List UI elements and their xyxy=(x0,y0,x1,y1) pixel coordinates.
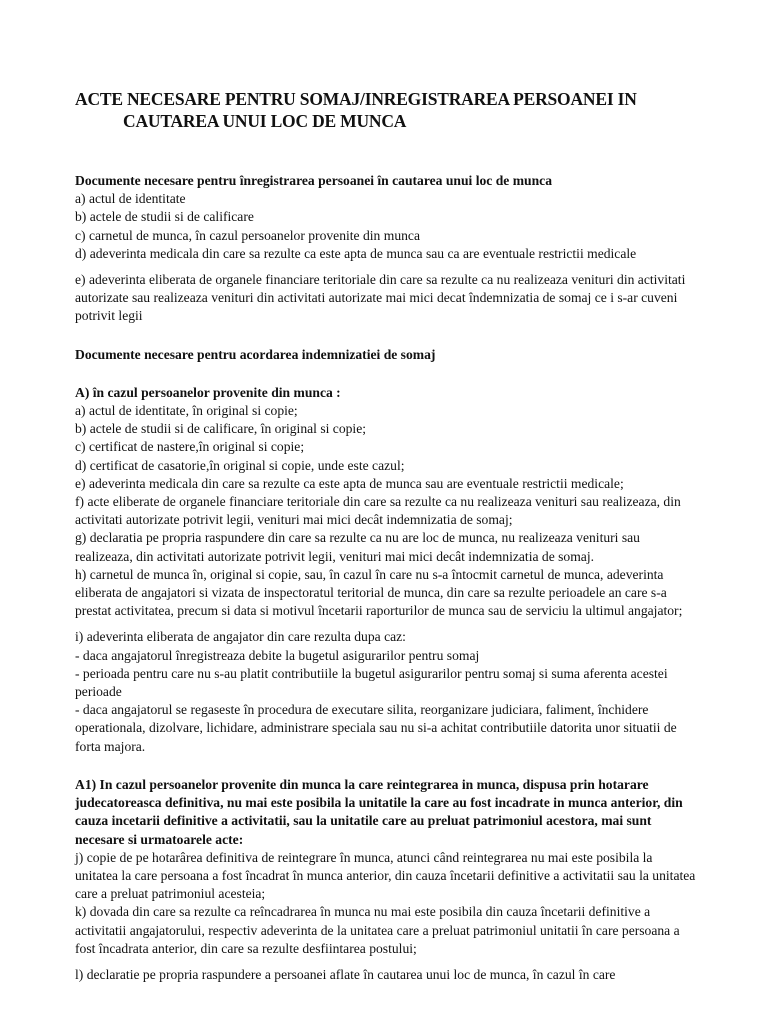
list-item: a) actul de identitate xyxy=(75,191,186,207)
list-item: - daca angajatorul se regaseste în procedura de executare silita, reorganizare judiciara, faliment, închidere operationala, dizolvare, lichidare, administrare speciala sau nu si-a achitat contributiile datorita unor situatii de forta majora. xyxy=(75,702,677,754)
list-item: - perioada pentru care nu s-au platit contributiile la bugetul asigurarilor pentru somaj si suma aferenta acestei perioade xyxy=(75,665,668,700)
list-item: d) certificat de casatorie,în original si copie, unde este cazul; xyxy=(75,457,405,473)
list-item: d) adeverinta medicala din care sa rezulte ca este apta de munca sau ca are eventuale restrictii medicale xyxy=(75,245,637,261)
list-item: f) acte eliberate de organele financiare teritoriale din care sa rezulte ca nu realizeaza venituri sau realizeaza, din activitati autorizate potrivit legii, venituri mai mici decât indemnizatia de somaj; xyxy=(75,494,681,528)
list-item: e) adeverinta eliberata de organele financiare teritoriale din care sa rezulte ca nu realizeaza venituri din activitati autorizate sau realizeaza venituri din activitati autorizate mai mici decat îndemnizatia de somaj ce i s-ar cuveni potrivit legii xyxy=(75,272,686,324)
list-item: h) carnetul de munca în, original si copie, sau, în cazul în care nu s-a întocmit carnetul de munca, adeverinta eliberata de angajatori si vizata de inspectoratul teritorial de munca, din care sa rezulte perioadele an care s-a prestat activitatea, precum si data si motivul încetarii raporturilor de munca sau de serviciu la ultimul angajator; xyxy=(75,566,683,619)
list-item: j) copie de pe hotarârea definitiva de reintegrare în munca, atunci când reintegrarea nu mai este posibila la unitatea la care persoana a fost încadrat în munca anterior, din cauza încetarii definitive a activitatii sau la unitatea care a preluat patrimoniul acesteia; xyxy=(75,849,696,902)
section1-heading: Documente necesare pentru înregistrarea persoanei în cautarea unui loc de munca xyxy=(75,173,552,188)
list-item: i) adeverinta eliberata de angajator din care rezulta dupa caz: xyxy=(75,629,406,645)
list-item: b) actele de studii si de calificare xyxy=(75,209,254,225)
list-item: - daca angajatorul înregistreaza debite la bugetul asigurarilor pentru somaj xyxy=(75,647,480,663)
list-item: e) adeverinta medicala din care sa rezulte ca este apta de munca sau are eventuale restrictii medicale; xyxy=(75,475,624,491)
list-item: k) dovada din care sa rezulte ca reîncadrarea în munca nu mai este posibila din cauza încetarii definitive a activitatii angajatorului, respectiv adeverinta de la unitatea care a preluat patrimoniul unitatii în care persoana a fost încadrata anterior, din care sa rezulte desfiintarea postului; xyxy=(75,904,680,956)
list-item: l) declaratie pe propria raspundere a persoanei aflate în cautarea unui loc de munca, în cazul în care xyxy=(75,966,616,982)
list-item: g) declaratia pe propria raspundere din care sa rezulte ca nu are loc de munca, nu realizeaza venituri sau realizeaza, din activitati autorizate potrivit legii, venituri mai mici decât indemnizatia de somaj. xyxy=(75,530,640,564)
list-item: c) certificat de nastere,în original si copie; xyxy=(75,439,305,455)
list-item: a) actul de identitate, în original si copie; xyxy=(75,403,298,419)
subsection-a1-heading: A1) In cazul persoanelor provenite din munca la care reintegrarea in munca, dispusa prin hotarare judecatoreasca definitiva, nu mai este posibila la unitatile la care au fost incadrate in munca anterior, din cauza incetarii definitive a activitatii, sau la unitatile care au preluat patrimoniul acestora, mai sunt necesare si urmatoarele acte: xyxy=(75,776,683,847)
document-title xyxy=(75,88,698,132)
title-line-1: ACTE NECESARE PENTRU SOMAJ/INREGISTRAREA PERSOANEI IN xyxy=(75,89,637,109)
subsection-a-heading: A) în cazul persoanelor provenite din munca : xyxy=(75,384,341,400)
list-item: c) carnetul de munca, în cazul persoanelor provenite din munca xyxy=(75,227,420,243)
document-body xyxy=(75,172,698,984)
list-item: b) actele de studii si de calificare, în original si copie; xyxy=(75,421,367,437)
title-line-2: CAUTAREA UNUI LOC DE MUNCA xyxy=(123,111,407,131)
section2-heading: Documente necesare pentru acordarea indemnizatiei de somaj xyxy=(75,346,436,362)
